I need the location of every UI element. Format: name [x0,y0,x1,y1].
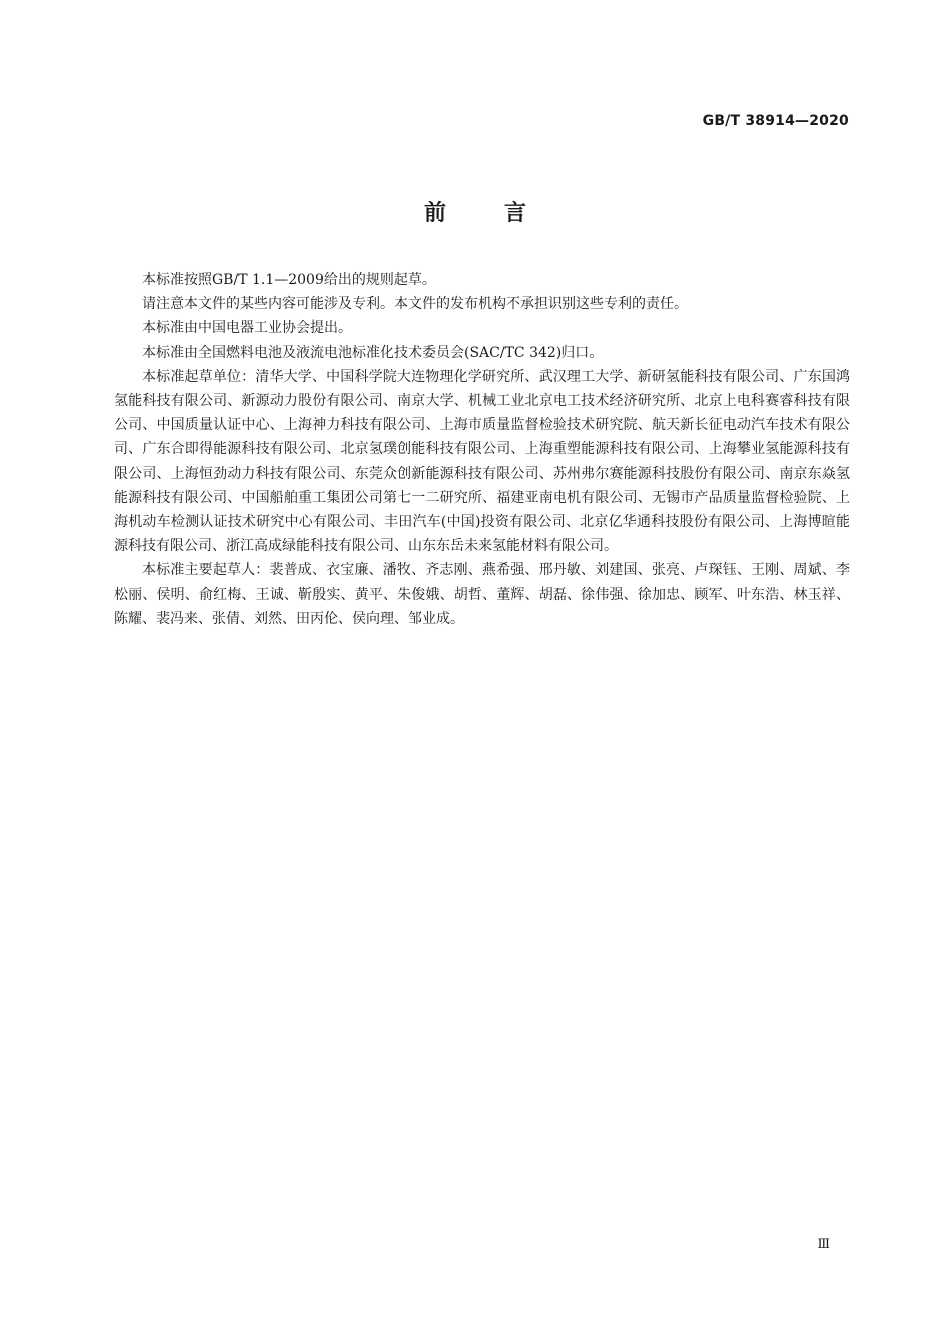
document-body [114,268,850,631]
paragraph-technical-committee: 本标准由全国燃料电池及液流电池标准化技术委员会(SAC/TC 342)归口。 [142,344,604,361]
standard-number: GB/T 38914—2020 [702,113,849,129]
paragraph-drafting-rules: 本标准按照GB/T 1.1—2009给出的规则起草。 [142,272,436,288]
page-number: Ⅲ [817,1237,830,1252]
paragraph-proposer: 本标准由中国电器工业协会提出。 [142,320,352,337]
paragraph-drafters: 本标准主要起草人：裴普成、衣宝廉、潘牧、齐志刚、燕希强、邢丹敏、刘建国、张亮、卢琛钰、王刚、周斌、李松丽、侯明、俞红梅、王诚、靳殷实、黄平、朱俊娥、胡哲、董辉、胡磊、徐伟强、徐加忠、顾军、叶东浩、林玉祥、陈耀、裴冯来、张倩、刘然、田丙伦、侯向理、邹业成。 [114,562,850,627]
paragraph-patent-notice: 请注意本文件的某些内容可能涉及专利。本文件的发布机构不承担识别这些专利的责任。 [142,296,688,313]
paragraph-drafting-organizations: 本标准起草单位：清华大学、中国科学院大连物理化学研究所、武汉理工大学、新研氢能科技有限公司、广东国鸿氢能科技有限公司、新源动力股份有限公司、南京大学、机械工业北京电工技术经济研究所、北京上电科赛睿科技有限公司、中国质量认证中心、上海神力科技有限公司、上海市质量监督检验技术研究院、航天新长征电动汽车技术有限公司、广东合即得能源科技有限公司、北京氢璞创能科技有限公司、上海重塑能源科技有限公司、上海攀业氢能源科技有限公司、上海恒劲动力科技有限公司、东莞众创新能源科技有限公司、苏州弗尔赛能源科技股份有限公司、南京东焱氢能源科技有限公司、中国船舶重工集团公司第七一二研究所、福建亚南电机有限公司、无锡市产品质量监督检验院、上海机动车检测认证技术研究中心有限公司、丰田汽车(中国)投资有限公司、北京亿华通科技股份有限公司、上海博暄能源科技有限公司、浙江高成绿能科技有限公司、山东东岳未来氢能材料有限公司。 [114,368,850,555]
page-title: 前言 [423,201,584,226]
